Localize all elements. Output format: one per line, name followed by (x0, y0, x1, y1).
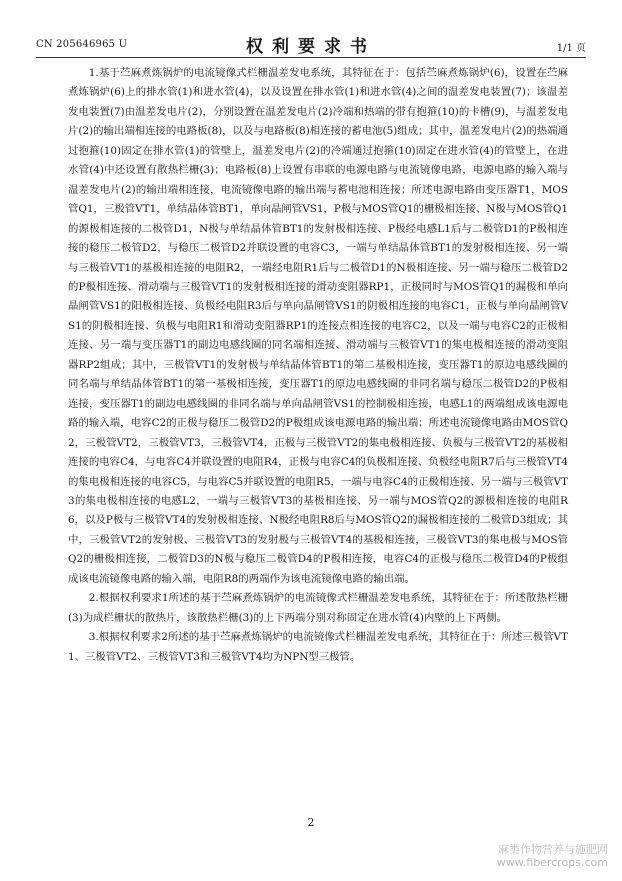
claim-3: 3.根据权利要求2所述的基于苎麻煮炼锅炉的电流镜像式栏栅温差发电系统，其特征在于：所述三极管VT1、三极管VT2、三极管VT3和三极管VT4均为NPN型三极管。 (68, 631, 568, 663)
header-divider (36, 57, 586, 58)
page-number: 2 (307, 816, 315, 829)
claim-2: 2.根据权利要求1所述的基于苎麻煮炼锅炉的电流镜像式栏栅温差发电系统，其特征在于：所述散热栏栅(3)为成栏栅状的散热片，该散热栏栅(3)的上下两端分别对称固定在进水管(4)内壁的上下两侧。 (68, 592, 568, 624)
patent-number: CN 205646965 U (36, 39, 128, 50)
document-title: 权利要求书 (246, 37, 376, 57)
page-header (36, 30, 586, 56)
watermark-site-name: 麻类作物营养与施肥网 (498, 843, 608, 856)
claim-1: 1.基于苎麻煮炼锅炉的电流镜像式栏栅温差发电系统，其特征在于：包括苎麻煮炼锅炉(6)，设置在苎麻煮炼锅炉(6)上的排水管(1)和进水管(4)，以及设置在排水管(1)和进水管(4)之间的温差发电装置(7)；该温差发电装置(7)由温差发电片(2)，分别设置在温差发电片(2)冷端和热端的带有抱箍(10)的卡槽(9)，与温差发电片(2)的输出端相连接的电路板(8)，以及与电路板(8)相连接的蓄电池(5)组成；其中，温差发电片(2)的热端通过抱箍(10)固定在排水管(1)的管壁上，温差发电片(2)的冷端通过抱箍(10)固定在进水管(4)的管壁上，在进水管(4)中还设置有散热栏栅(3)；电路板(8)上设置有串联的电源电路与电流镜像电路，电源电路的输入端与温差发电片(2)的输出端相连接，电流镜像电路的输出端与蓄电池相连接；所述电源电路由变压器T1，MOS管Q1，三极管VT1，单结晶体管BT1，单向晶闸管VS1，P极与MOS管Q1的栅极相连接、N极与MOS管Q1的源极相连接的二极管D1，N极与单结晶体管BT1的发射极相连接、P极经电感L1后与二极管D1的P极相连接的稳压二极管D2，与稳压二极管D2并联设置的电容C3，一端与单结晶体管BT1的发射极相连接、另一端与三极管VT1的基极相连接的电阻R2，一端经电阻R1后与二极管D1的N极相连接、另一端与稳压二极管D2的P极相连接、滑动端与三极管VT1的发射极相连接的滑动变阻器RP1，正极同时与MOS管Q1的漏极和单向晶闸管VS1的阳极相连接、负极经电阻R3后与单向晶闸管VS1的阴极相连接的电容C1，正极与单向晶闸管VS1的阴极相连接、负极与电阻R1和滑动变阻器RP1的连接点相连接的电容C2，以及一端与电容C2的正极相连接、另一端与变压器T1的副边电感线圈的同名端相连接、滑动端与三极管VT1的集电极相连接的滑动变阻器RP2组成；其中，三极管VT1的发射极与单结晶体管BT1的第二基极相连接，变压器T1的原边电感线圈的同名端与单结晶体管BT1的第一基极相连接，变压器T1的原边电感线圈的非同名端与稳压二极管D2的P极相连接，变压器T1的副边电感线圈的非同名端与单向晶闸管VS1的控制极相连接，电感L1的两端组成该电源电路的输入端，电容C2的正极与稳压二极管D2的P极组成该电源电路的输出端；所述电流镜像电路由MOS管Q2，三极管VT2，三极管VT3，三极管VT4，正极与三极管VT2的集电极相连接、负极与三极管VT2的基极相连接的电容C4，与电容C4并联设置的电阻R4，正极与电容C4的负极相连接、负极经电阻R7后与三极管VT4的集电极相连接的电容C5，与电容C5并联设置的电阻R5，一端与电容C4的正极相连接、另一端与三极管VT3的集电极相连接的电感L2，一端与三极管VT3的基极相连接、另一端与MOS管Q2的源极相连接的电阻R6，以及P极与三极管VT4的发射极相连接、N极经电阻R8后与MOS管Q2的漏极相连接的二极管D3组成；其中，三极管VT2的发射极、三极管VT3的发射极与三极管VT4的基极相连接，三极管VT3的集电极与MOS管Q2的栅极相连接，二极管D3的N极与稳压二极管D4的P极相连接，电容C4的正极与稳压二极管D4的P极组成该电流镜像电路的输入端，电阻R8的两端作为该电流镜像电路的输出端。 (68, 67, 568, 585)
watermark-url: www.fibercrops.com (496, 856, 608, 869)
claims-body (68, 64, 568, 667)
watermark (497, 843, 608, 869)
page-indicator: 1/1 页 (556, 43, 586, 54)
